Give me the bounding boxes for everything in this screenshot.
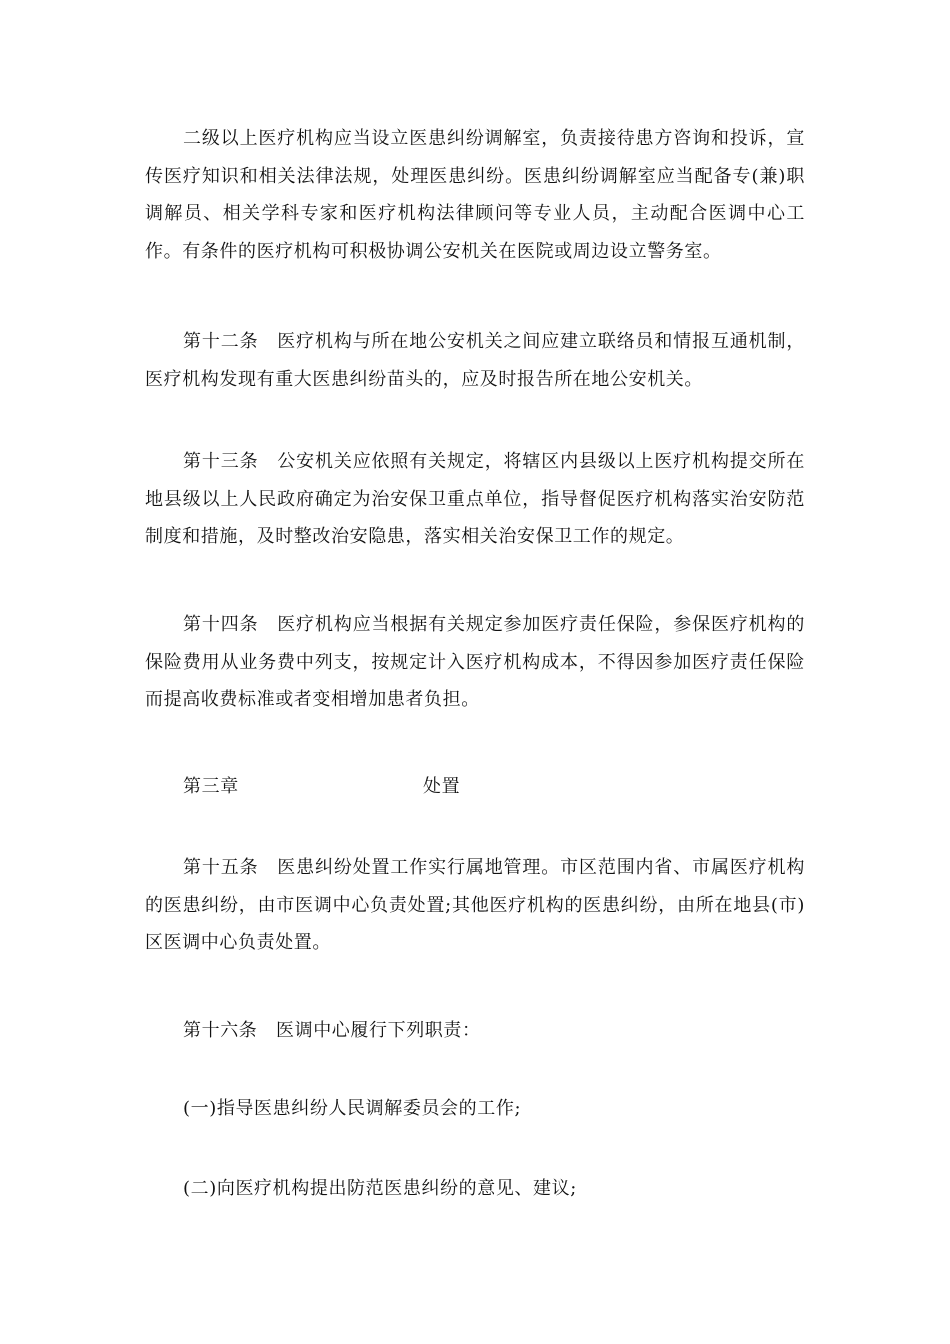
paragraph-article-13: 第十三条 公安机关应依照有关规定，将辖区内县级以上医疗机构提交所在地县级以上人民政府确定为治安保卫重点单位，指导督促医疗机构落实治安防范制度和措施，及时整改治安隐患，落实相关治安保卫工作的规定。	[145, 451, 805, 547]
list-item-2: (二)向医疗机构提出防范医患纠纷的意见、建议;	[183, 1178, 577, 1199]
paragraph-article-15: 第十五条 医患纠纷处置工作实行属地管理。市区范围内省、市属医疗机构的医患纠纷，由市医调中心负责处置;其他医疗机构的医患纠纷，由所在地县(市)区医调中心负责处置。	[145, 857, 805, 953]
chapter-heading	[183, 768, 783, 806]
paragraph-article-14: 第十四条 医疗机构应当根据有关规定参加医疗责任保险，参保医疗机构的保险费用从业务费中列支，按规定计入医疗机构成本，不得因参加医疗责任保险而提高收费标准或者变相增加患者负担。	[145, 614, 805, 710]
chapter-title: 处置	[423, 776, 461, 797]
list-item-1: (一)指导医患纠纷人民调解委员会的工作;	[183, 1098, 522, 1119]
chapter-number: 第三章	[183, 776, 239, 797]
paragraph-article-12: 第十二条 医疗机构与所在地公安机关之间应建立联络员和情报互通机制，医疗机构发现有重大医患纠纷苗头的，应及时报告所在地公安机关。	[145, 331, 805, 390]
paragraph-article-16: 第十六条 医调中心履行下列职责：	[183, 1020, 481, 1041]
paragraph-mediation-room: 二级以上医疗机构应当设立医患纠纷调解室，负责接待患方咨询和投诉，宣传医疗知识和相关法律法规，处理医患纠纷。医患纠纷调解室应当配备专(兼)职调解员、相关学科专家和医疗机构法律顾问等专业人员，主动配合医调中心工作。有条件的医疗机构可积极协调公安机关在医院或周边设立警务室。	[145, 128, 805, 262]
